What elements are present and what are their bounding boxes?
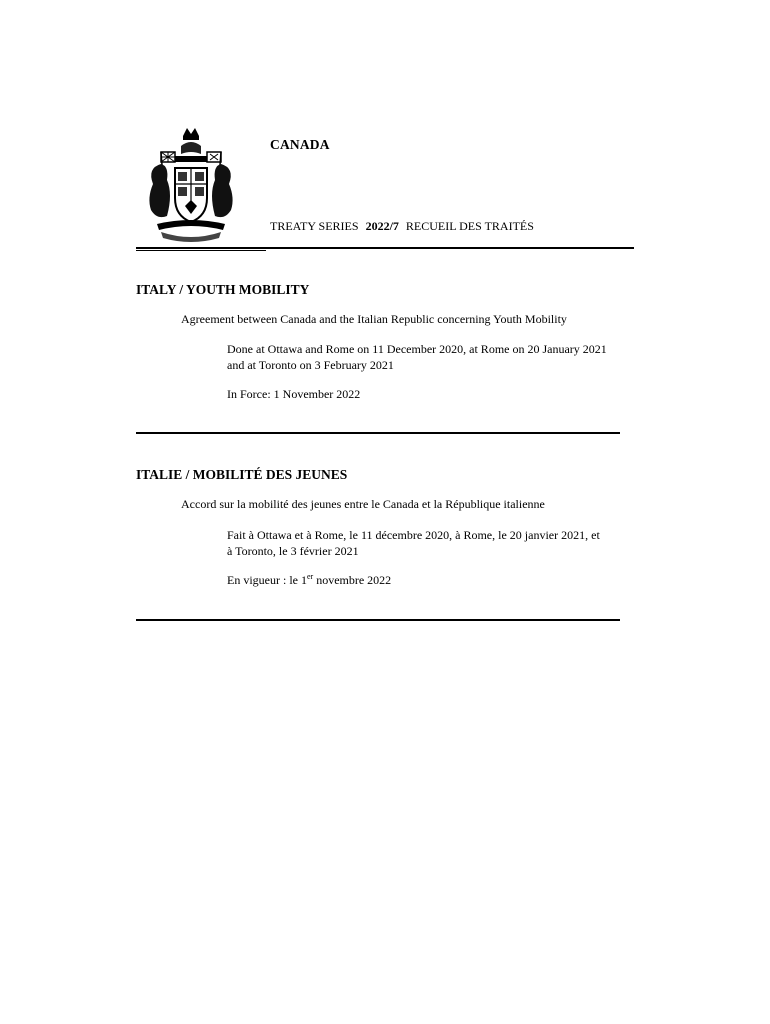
english-done-line-1: Done at Ottawa and Rome on 11 December 2020, at Rome on 20 January 2021: [227, 342, 607, 356]
english-agreement: Agreement between Canada and the Italian Republic concerning Youth Mobility: [181, 312, 567, 326]
english-title: ITALY / YOUTH MOBILITY: [136, 282, 310, 297]
english-in-force: In Force: 1 November 2022: [227, 387, 361, 401]
series-number: 2022/7: [365, 219, 399, 233]
french-in-force: [227, 572, 627, 588]
header-rule-accent: [136, 250, 266, 251]
french-done-line-2: à Toronto, le 3 février 2021: [227, 544, 359, 558]
series-label-en: TREATY SERIES: [270, 219, 359, 233]
footer-divider: [136, 619, 620, 621]
french-in-force-suffix: novembre 2022: [313, 573, 392, 587]
french-agreement: Accord sur la mobilité des jeunes entre le Canada et la République italienne: [181, 497, 545, 511]
french-done-line-1: Fait à Ottawa et à Rome, le 11 décembre 2020, à Rome, le 20 janvier 2021, et: [227, 528, 600, 542]
section-divider: [136, 432, 620, 434]
country-name: CANADA: [270, 137, 330, 152]
english-done-at: [227, 341, 627, 373]
coat-of-arms-icon: [143, 124, 239, 244]
series-label-fr: RECUEIL DES TRAITÉS: [405, 219, 534, 233]
french-title: ITALIE / MOBILITÉ DES JEUNES: [136, 467, 348, 482]
english-done-line-2: and at Toronto on 3 February 2021: [227, 358, 394, 372]
french-done-at: [227, 527, 627, 559]
french-in-force-sup: er: [306, 572, 314, 581]
header-rule: [136, 247, 634, 249]
treaty-series-line: [270, 219, 534, 234]
french-in-force-prefix: En vigueur : le 1: [227, 573, 307, 587]
